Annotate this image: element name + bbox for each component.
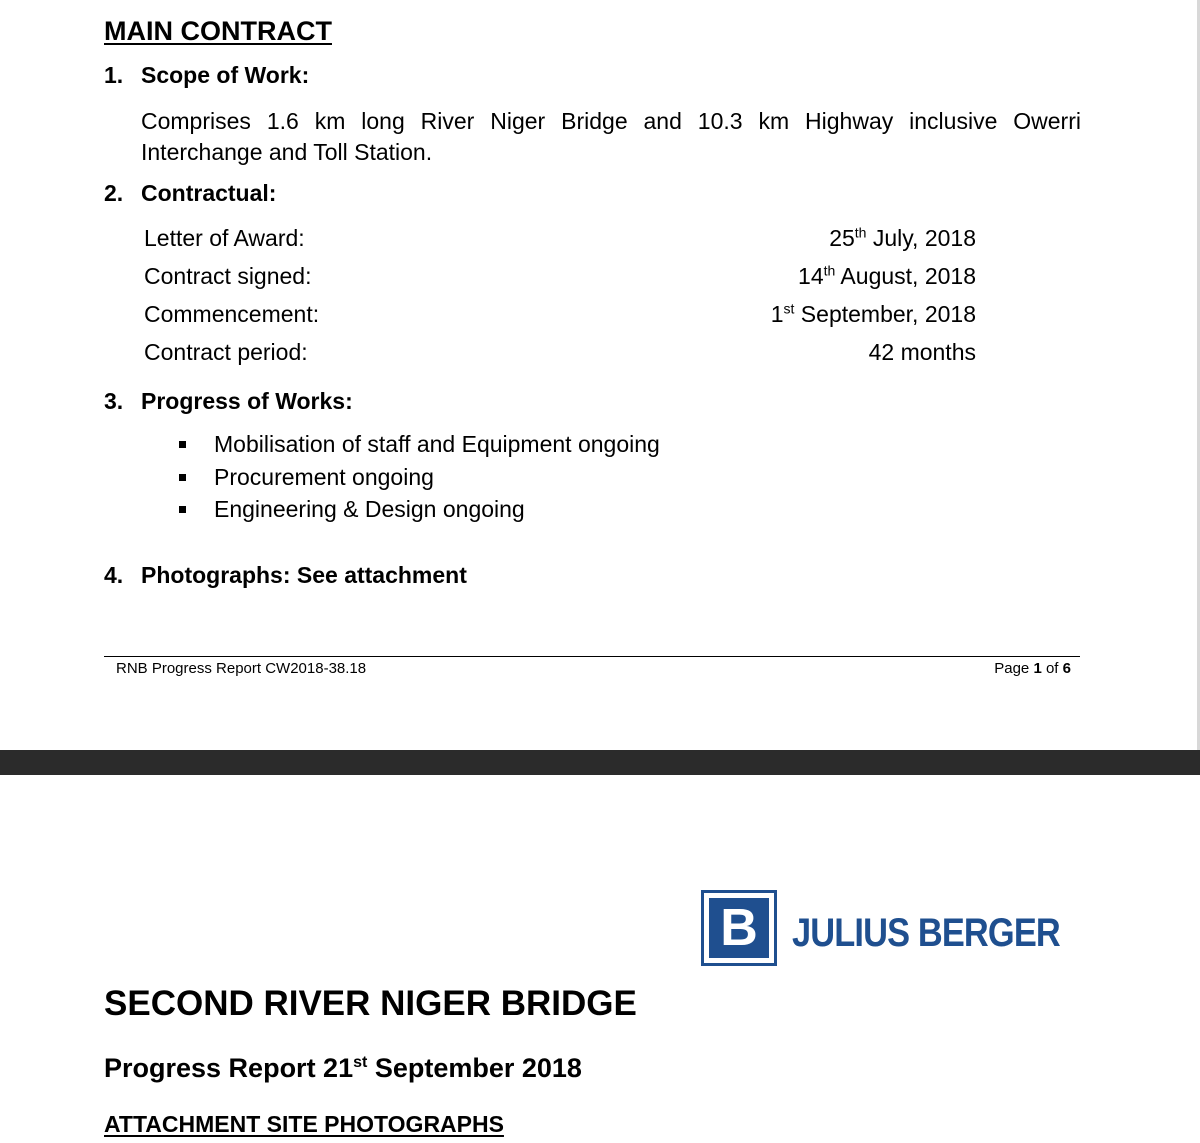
report-title: SECOND RIVER NIGER BRIDGE <box>104 984 637 1023</box>
list-item: Procurement ongoing <box>214 464 434 490</box>
heading-number: 1. <box>104 62 124 88</box>
footer-divider <box>104 656 1080 657</box>
logo-wordmark: JULIUS BERGER <box>792 911 1060 955</box>
heading-text: Photographs: See attachment <box>141 562 467 588</box>
heading-text: Scope of Work: <box>141 62 310 88</box>
scope-description: Comprises 1.6 km long River Niger Bridge and 10.3 km Highway inclusive Owerri Interchange and Toll Station. <box>141 108 1081 165</box>
bullet-square-icon <box>179 506 186 513</box>
heading-progress-of-works <box>104 388 353 415</box>
list-item: Mobilisation of staff and Equipment ongoing <box>214 431 660 457</box>
section-title-main-contract: MAIN CONTRACT <box>104 16 332 46</box>
bullet-square-icon <box>179 441 186 448</box>
heading-scope-of-work <box>104 62 309 89</box>
contractual-label: Contract period: <box>144 339 308 365</box>
footer-report-id: RNB Progress Report CW2018-38.18 <box>116 660 367 677</box>
report-subtitle: Progress Report 21st September 2018 <box>104 1053 582 1083</box>
heading-photographs <box>104 562 467 589</box>
heading-number: 3. <box>104 388 124 414</box>
contractual-value: 25th July, 2018 <box>829 224 976 251</box>
heading-text: Contractual: <box>141 180 277 206</box>
heading-number: 2. <box>104 180 124 206</box>
logo-mark-icon <box>701 890 777 966</box>
document-page-2 <box>0 775 1200 1143</box>
logo-letter: B <box>709 898 769 958</box>
contractual-value: 14th August, 2018 <box>798 262 976 289</box>
contractual-value: 1st September, 2018 <box>770 300 976 327</box>
bullet-square-icon <box>179 474 186 481</box>
contractual-value: 42 months <box>868 339 976 365</box>
footer-page-number: Page 1 of 6 <box>994 660 1071 677</box>
heading-text: Progress of Works: <box>141 388 353 414</box>
list-item: Engineering & Design ongoing <box>214 496 525 522</box>
heading-contractual <box>104 180 276 207</box>
contractual-label: Commencement: <box>144 301 320 327</box>
attachment-heading: ATTACHMENT SITE PHOTOGRAPHS <box>104 1111 504 1137</box>
contractual-label: Contract signed: <box>144 263 312 289</box>
contractual-label: Letter of Award: <box>144 225 305 251</box>
heading-number: 4. <box>104 562 124 588</box>
page-separator <box>0 750 1200 775</box>
